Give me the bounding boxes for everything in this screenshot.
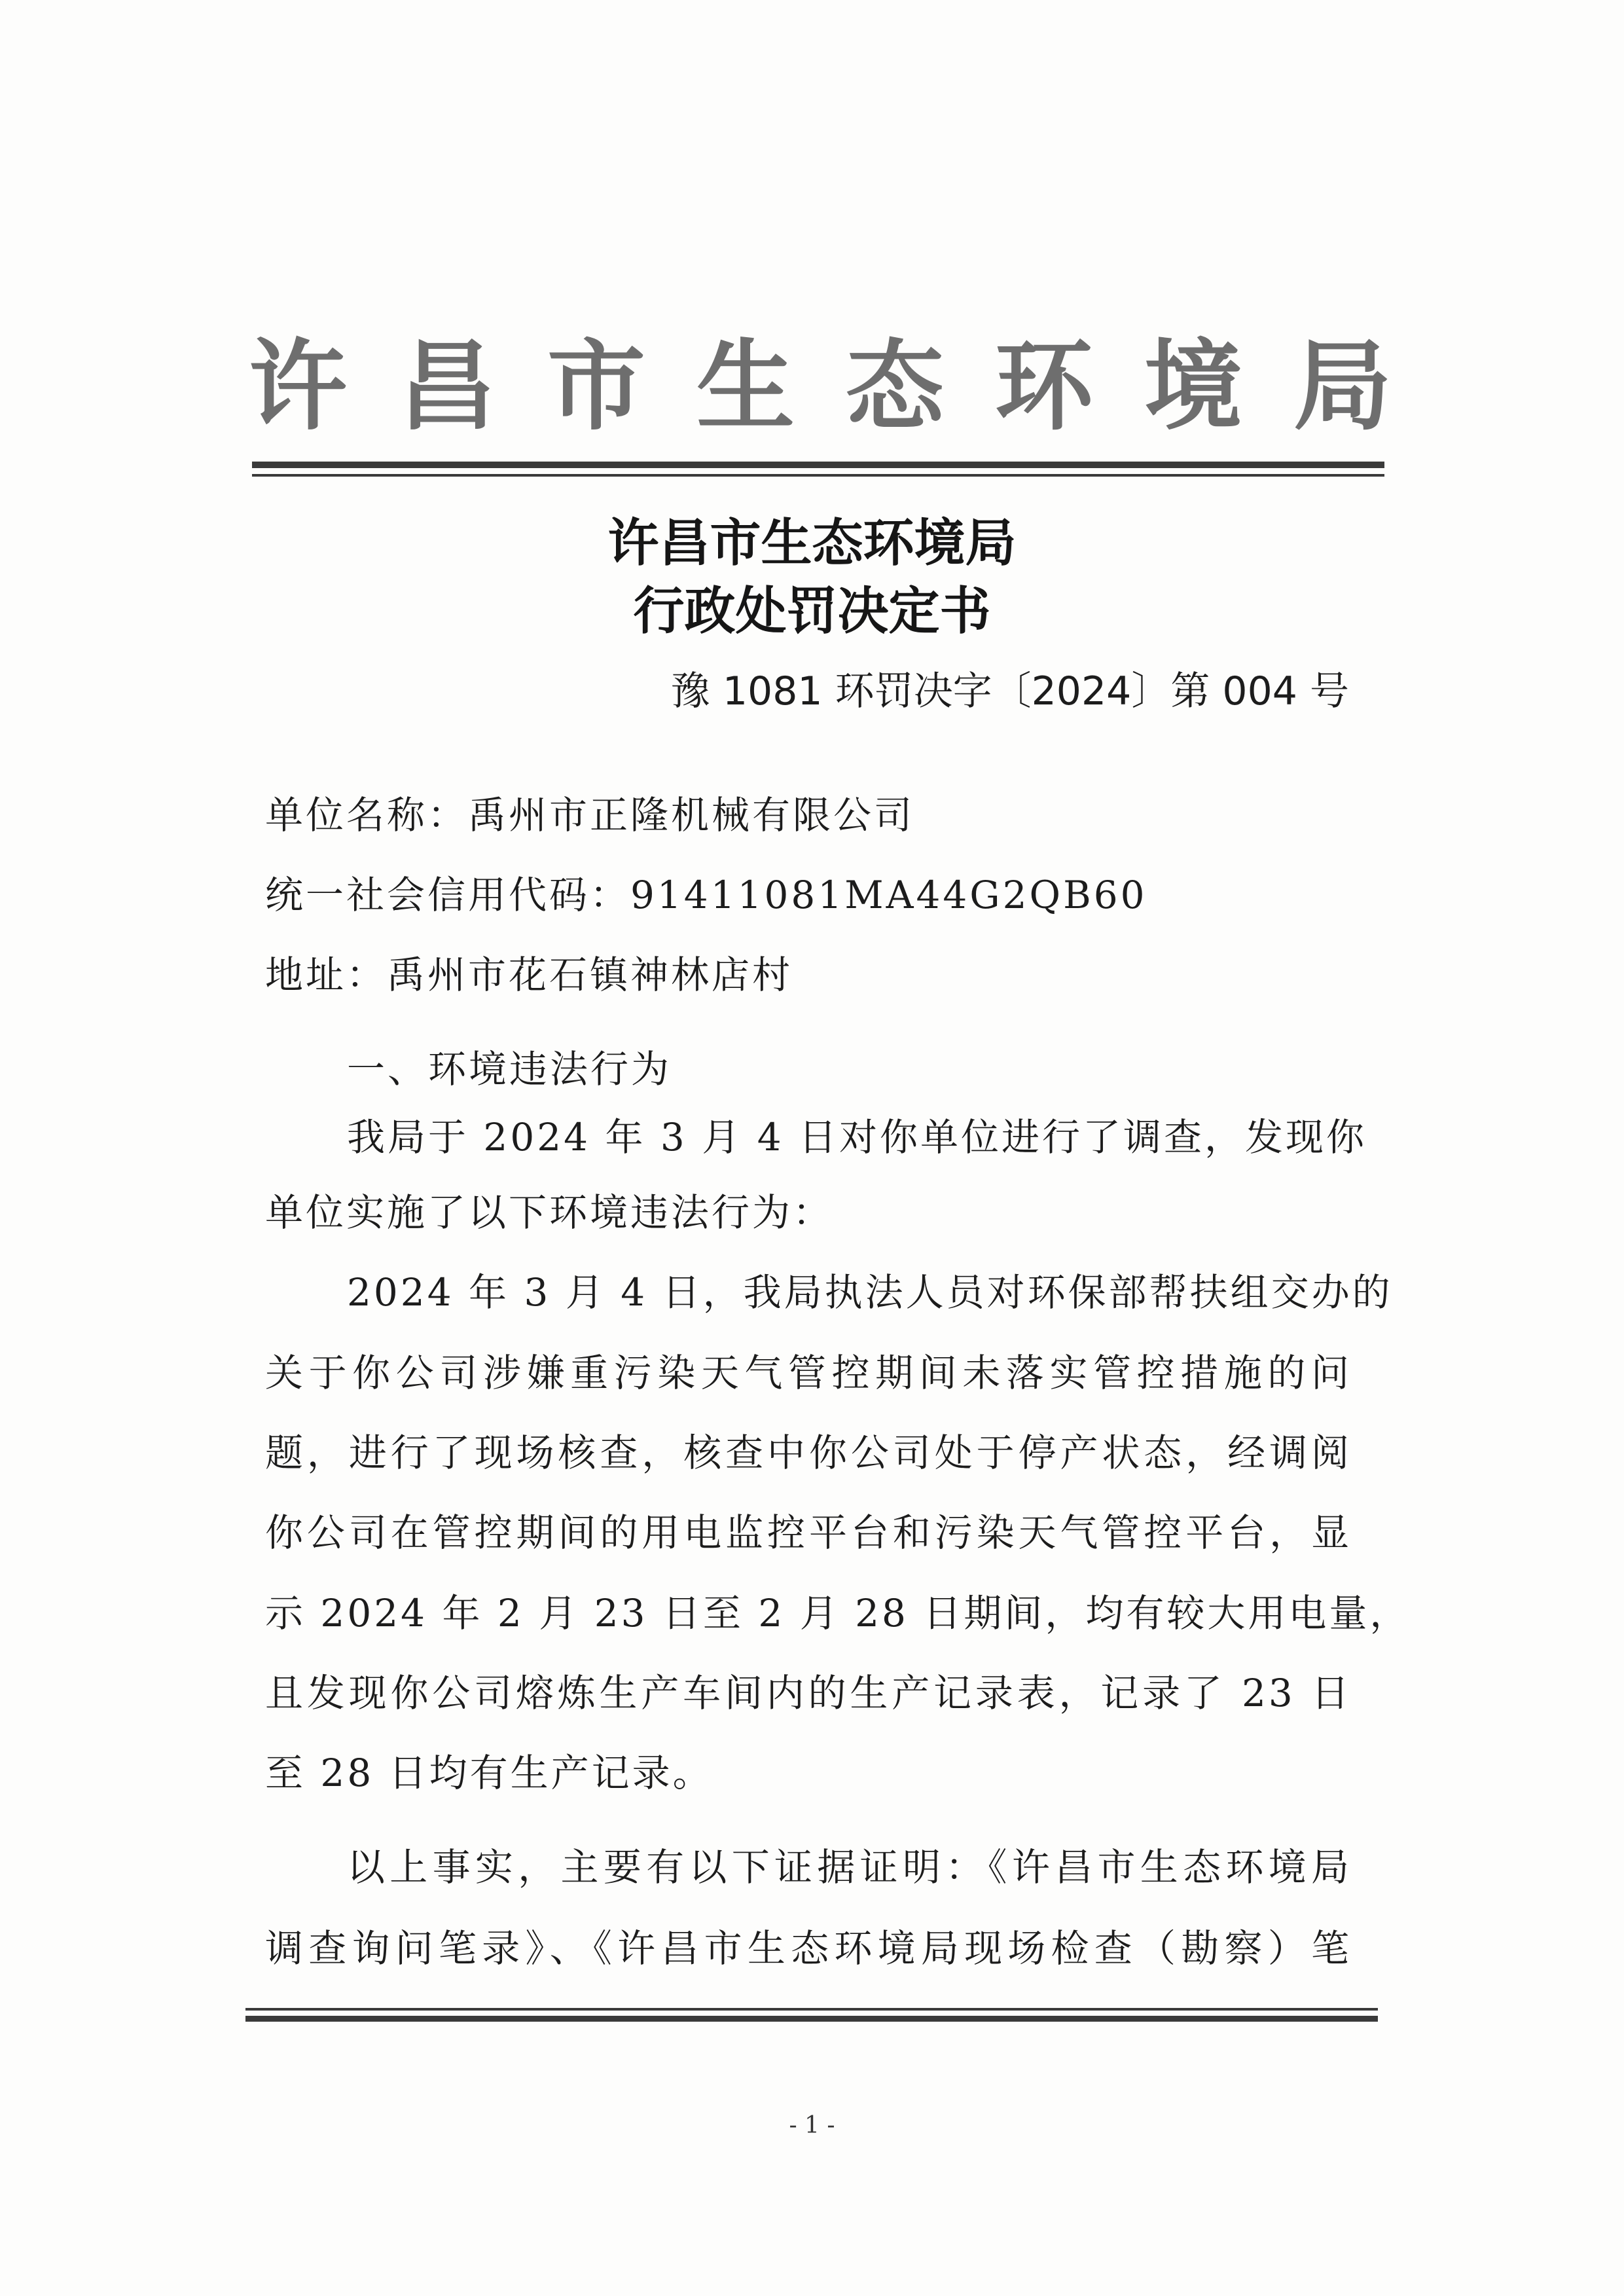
document-title-line1: 许昌市生态环境局: [607, 514, 1017, 573]
paragraph-line: 关于你公司涉嫌重污染天气管控期间未落实管控措施的问: [265, 1351, 1352, 1395]
address: 地址：禹州市花石镇神林店村: [265, 953, 793, 997]
paragraph-line: 你公司在管控期间的用电监控平台和污染天气管控平台，显: [265, 1510, 1352, 1555]
letterhead-rule-thick: [252, 462, 1384, 468]
paragraph-line: 示 2024 年 2 月 23 日至 2 月 28 日期间，均有较大用电量，: [265, 1591, 1411, 1635]
paragraph-line: 调查询问笔录》、《许昌市生态环境局现场检查（勘察）笔: [265, 1926, 1352, 1971]
document-number: 豫 1081 环罚决字〔2024〕第 004 号: [670, 668, 1349, 714]
letterhead-rule-thin: [252, 474, 1384, 477]
page-number: - 1 -: [789, 2112, 835, 2139]
paragraph-line: 且发现你公司熔炼生产车间内的生产记录表，记录了 23 日: [265, 1671, 1352, 1715]
paragraph-line: 2024 年 3 月 4 日，我局执法人员对环保部帮扶组交办的: [347, 1270, 1393, 1315]
letterhead-org-name: 许昌市生态环境局: [249, 329, 1443, 444]
unit-name: 单位名称：禹州市正隆机械有限公司: [265, 793, 915, 837]
document-title-line2: 行政处罚决定书: [633, 582, 991, 641]
paragraph-line: 以上事实，主要有以下证据证明：《许昌市生态环境局: [347, 1845, 1352, 1889]
paragraph-line: 我局于 2024 年 3 月 4 日对你单位进行了调查，发现你: [347, 1115, 1367, 1159]
footer-rule-thin: [245, 2008, 1378, 2011]
paragraph-line: 至 28 日均有生产记录。: [265, 1751, 713, 1795]
paragraph-line: 题，进行了现场核查，核查中你公司处于停产状态，经调阅: [265, 1430, 1352, 1475]
section-heading-violation: 一、环境违法行为: [347, 1047, 672, 1091]
paragraph-line: 单位实施了以下环境违法行为：: [265, 1190, 834, 1235]
footer-rule-thick: [245, 2016, 1378, 2022]
credit-code: 统一社会信用代码：91411081MA44G2QB60: [265, 873, 1147, 917]
